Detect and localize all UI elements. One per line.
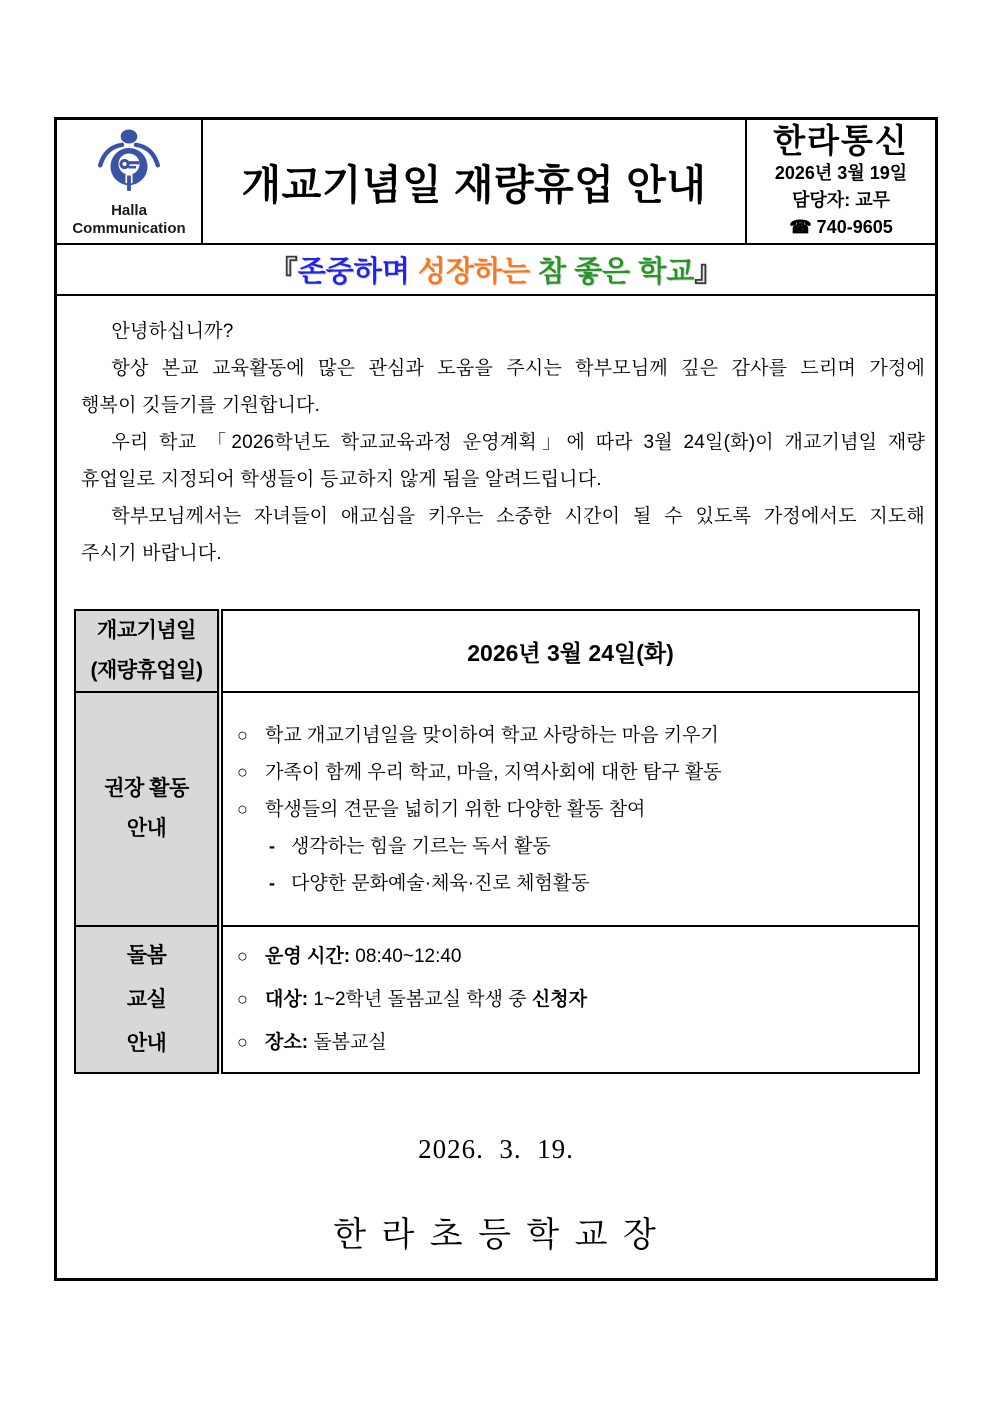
greeting-body bbox=[57, 296, 935, 572]
logo-text-line1: Halla bbox=[111, 201, 147, 219]
list-item-text: 다양한 문화예술·체육·진로 체험활동 bbox=[291, 872, 590, 894]
list-sub-item bbox=[237, 828, 912, 865]
list-item-text: 생각하는 힘을 기르는 독서 활동 bbox=[291, 835, 551, 857]
masthead-phone bbox=[789, 214, 893, 241]
anniversary-date-value: 2026년 3월 24일(화) bbox=[220, 610, 919, 692]
masthead-manager: 담당자: 교무 bbox=[792, 189, 890, 210]
circle-bullet-icon: ○ bbox=[237, 1032, 248, 1052]
list-item-text: 가족이 함께 우리 학교, 마을, 지역사회에 대한 탐구 활동 bbox=[265, 761, 722, 783]
list-item bbox=[237, 978, 912, 1021]
body-line: 행복이 깃들기를 기원합니다. bbox=[81, 395, 321, 416]
document-header bbox=[57, 120, 935, 245]
slogan-close-bracket: 』 bbox=[694, 256, 724, 288]
dash-bullet-icon: - bbox=[269, 835, 275, 856]
circle-bullet-icon: ○ bbox=[237, 798, 248, 819]
table-row-anniversary bbox=[75, 610, 919, 692]
slogan-space bbox=[410, 253, 418, 286]
school-slogan bbox=[57, 245, 935, 296]
title-cell bbox=[203, 120, 745, 243]
row-header-line: 교실 bbox=[126, 987, 167, 1011]
item-label: 운영 시간: bbox=[265, 946, 351, 967]
slogan-space bbox=[530, 253, 538, 286]
phone-number: 740-9605 bbox=[816, 216, 893, 237]
item-label: 대상: bbox=[265, 989, 309, 1010]
circle-bullet-icon: ○ bbox=[237, 946, 248, 966]
masthead-date: 2026년 3월 19일 bbox=[774, 162, 908, 183]
telephone-icon: ☎ bbox=[789, 216, 812, 237]
body-line: 안녕하십니까? bbox=[111, 321, 234, 342]
circle-bullet-icon: ○ bbox=[237, 724, 248, 745]
item-value: 08:40~12:40 bbox=[350, 946, 462, 967]
page-title: 개교기념일 재량휴업 안내 bbox=[241, 162, 707, 208]
halla-logo-icon bbox=[97, 128, 161, 200]
list-item bbox=[237, 717, 912, 754]
row-header-line: 돌봄 bbox=[126, 943, 167, 967]
item-bold-value: 신청자 bbox=[531, 989, 587, 1010]
circle-bullet-icon: ○ bbox=[237, 761, 248, 782]
slogan-part-3: 참 좋은 학교 bbox=[538, 256, 695, 288]
list-sub-item bbox=[237, 865, 912, 902]
holiday-info-table bbox=[74, 609, 920, 1074]
list-item bbox=[237, 935, 912, 978]
activities-content bbox=[220, 692, 919, 926]
care-class-content bbox=[220, 926, 919, 1073]
logo-cell bbox=[57, 120, 203, 243]
row-header-line: 권장 활동 bbox=[104, 777, 189, 800]
body-line: 우리 학교 「2026학년도 학교교육과정 운영계획」에 따라 3월 24일(화)이 개교기념일 재량 bbox=[111, 432, 925, 453]
logo-text-line2: Communication bbox=[72, 219, 186, 237]
principal-signature: 한 라 초 등 학 교 장 bbox=[333, 1216, 659, 1254]
row-header-line: 안내 bbox=[126, 1031, 167, 1055]
notice-document bbox=[54, 117, 938, 1281]
row-header-line: (재량휴업일) bbox=[90, 659, 203, 682]
row-header-anniversary bbox=[75, 610, 220, 692]
row-header-line: 안내 bbox=[126, 817, 167, 840]
row-header-line: 개교기념일 bbox=[97, 619, 196, 642]
body-line: 항상 본교 교육활동에 많은 관심과 도움을 주시는 학부모님께 깊은 감사를 드리며 가정에 bbox=[111, 358, 925, 379]
list-item-text: 학생들의 견문을 넓히기 위한 다양한 활동 참여 bbox=[265, 798, 646, 820]
body-line: 주시기 바랍니다. bbox=[81, 543, 222, 564]
list-item bbox=[237, 791, 912, 828]
slogan-part-2: 성장하는 bbox=[417, 256, 530, 288]
list-item-text: 학교 개교기념일을 맞이하여 학교 사랑하는 마음 키우기 bbox=[265, 724, 719, 746]
row-header-care-class bbox=[75, 926, 220, 1073]
slogan-open-bracket: 『 bbox=[268, 256, 298, 288]
list-item bbox=[237, 1021, 912, 1064]
issue-date: 2026. 3. 19. bbox=[418, 1134, 574, 1164]
circle-bullet-icon: ○ bbox=[237, 989, 248, 1009]
dash-bullet-icon: - bbox=[269, 872, 275, 893]
slogan-part-1: 존중하며 bbox=[297, 256, 410, 288]
item-value: 1~2학년 돌봄교실 학생 중 bbox=[308, 989, 532, 1010]
masthead bbox=[745, 120, 935, 243]
item-value: 돌봄교실 bbox=[308, 1032, 387, 1053]
table-row-care-class bbox=[75, 926, 919, 1073]
row-header-activities bbox=[75, 692, 220, 926]
item-label: 장소: bbox=[265, 1032, 309, 1053]
table-row-activities bbox=[75, 692, 919, 926]
body-line: 학부모님께서는 자녀들이 애교심을 키우는 소중한 시간이 될 수 있도록 가정에서도 지도해 bbox=[111, 506, 925, 527]
body-line: 휴업일로 지정되어 학생들이 등교하지 않게 됨을 알려드립니다. bbox=[81, 469, 602, 490]
list-item bbox=[237, 754, 912, 791]
logo-text bbox=[72, 202, 185, 238]
masthead-name: 한라통신 bbox=[773, 122, 909, 160]
